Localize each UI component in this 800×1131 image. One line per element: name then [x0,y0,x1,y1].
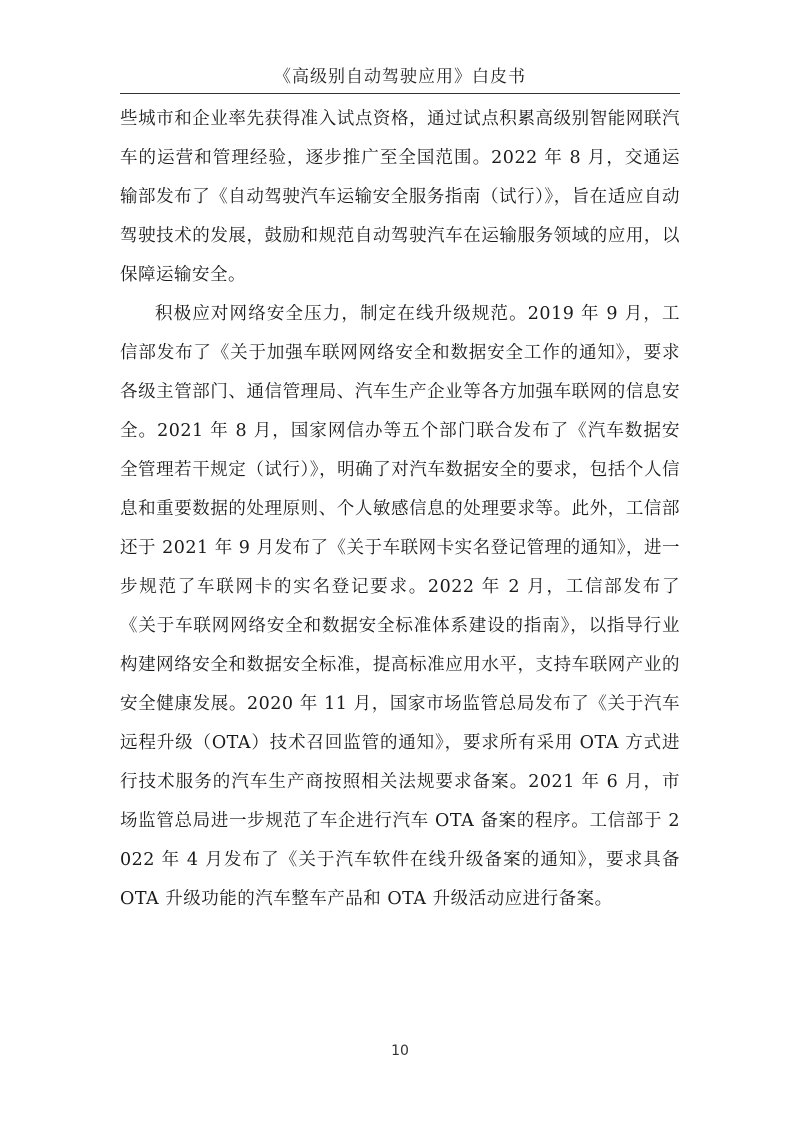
running-header-title: 《高级别自动驾驶应用》白皮书 [274,67,526,87]
page-number: 10 [391,1043,409,1059]
header-divider [120,93,680,94]
paragraph-2: 积极应对网络安全压力，制定在线升级规范。2019 年 9 月，工信部发布了《关于加强车联网网络安全和数据安全工作的通知》，要求各级主管部门、通信管理局、汽车生产企业等各方加强车联网的信息安全。2021 年 8 月，国家网信办等五个部门联合发布了《汽车数据安全管理若干规定（试行）》，明确了对汽车数据安全的要求，包括个人信息和重要数据的处理原则、个人敏感信息的处理要求等。此外，工信部还于 2021 年 9 月发布了《关于车联网卡实名登记管理的通知》，进一步规范了车联网卡的实名登记要求。2022 年 2 月，工信部发布了《关于车联网网络安全和数据安全标准体系建设的指南》，以指导行业构建网络安全和数据安全标准，提高标准应用水平，支持车联网产业的安全健康发展。2020 年 11 月，国家市场监管总局发布了《关于汽车远程升级（OTA）技术召回监管的通知》，要求所有采用 OTA 方式进行技术服务的汽车生产商按照相关法规要求备案。2021 年 6 月，市场监管总局进一步规范了车企进行汽车 OTA 备案的程序。工信部于 2022 年 4 月发布了《关于汽车软件在线升级备案的通知》，要求具备 OTA 升级功能的汽车整车产品和 OTA 升级活动应进行备案。 [120,304,680,909]
paragraph-1: 些城市和企业率先获得准入试点资格，通过试点积累高级别智能网联汽车的运营和管理经验，逐步推广至全国范围。2022 年 8 月，交通运输部发布了《自动驾驶汽车运输安全服务指南（试行）》，旨在适应自动驾驶技术的发展，鼓励和规范自动驾驶汽车在运输服务领域的应用，以保障运输安全。 [120,109,680,285]
body-text [120,100,680,919]
